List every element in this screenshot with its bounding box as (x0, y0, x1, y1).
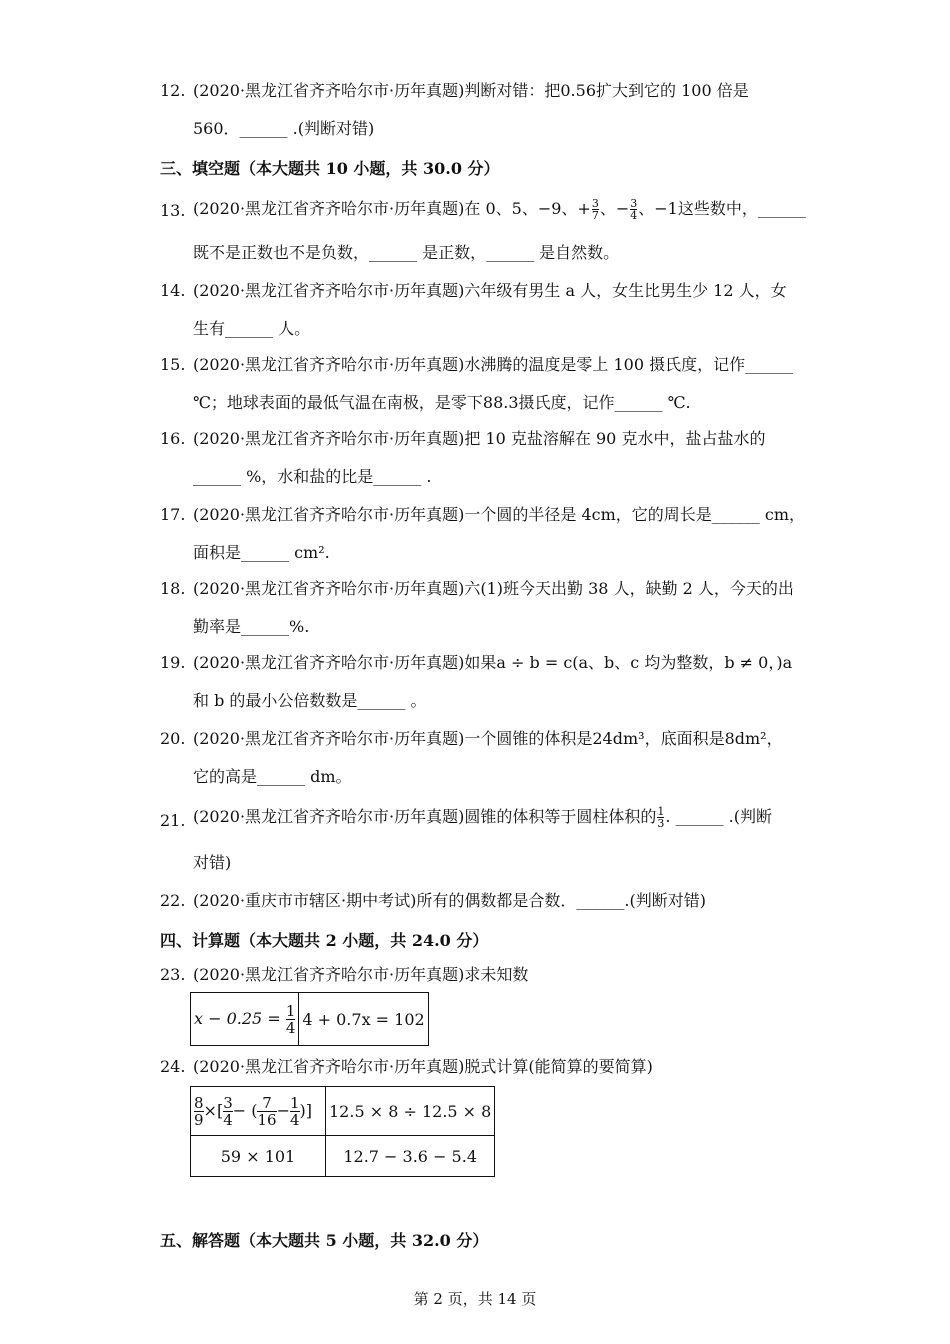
question-text: (2020·黑龙江省齐齐哈尔市·历年真题)判断对错：把0.56扩大到它的 100 倍是 (193, 81, 749, 100)
question-text: 它的高是______ dm。 (193, 767, 352, 786)
question-text: (2020·黑龙江省齐齐哈尔市·历年真题)一个圆的半径是 4cm，它的周长是______ cm， (193, 505, 805, 524)
equation-cell: 4 + 0.7x = 102 (299, 993, 428, 1046)
question-number: 14. (160, 281, 186, 300)
question-text: (2020·黑龙江省齐齐哈尔市·历年真题)求未知数 (193, 965, 529, 984)
question-number: 22. (160, 891, 186, 910)
question-number: 24. (160, 1057, 186, 1076)
question-text: (2020·黑龙江省齐齐哈尔市·历年真题)把 10 克盐溶解在 90 克水中，盐占盐水的 (193, 429, 766, 448)
question-text: (2020·黑龙江省齐齐哈尔市·历年真题)脱式计算(能简算的要简算) (193, 1057, 653, 1076)
section-heading: 三、填空题（本大题共 10 小题，共 30.0 分） (160, 159, 500, 178)
page-footer: 第 2 页，共 14 页 (413, 1290, 537, 1308)
section-heading: 五、解答题（本大题共 5 小题，共 32.0 分） (160, 1231, 489, 1250)
question-number: 21. (160, 811, 186, 830)
question-number: 13. (160, 201, 186, 220)
question-text: 对错) (193, 853, 232, 872)
calc-cell: 12.5 × 8 ÷ 12.5 × 8 (326, 1087, 495, 1136)
fraction: $\frac{1}{4}$ (289, 1093, 300, 1129)
question-text: (2020·黑龙江省齐齐哈尔市·历年真题)在 0、5、−9、+ $\frac{3}{7}$ 、− $\frac{3}{4}$ 、−1这些数中，______ (193, 197, 806, 222)
equation-cell: x − 0.25 = $\frac{1}{4}$ (191, 993, 299, 1046)
question-text: 面积是______ cm². (193, 543, 330, 562)
question-number: 19. (160, 653, 186, 672)
fraction: $\frac{3}{4}$ (630, 197, 638, 222)
question-number: 18. (160, 579, 186, 598)
section-heading: 四、计算题（本大题共 2 小题，共 24.0 分） (160, 931, 489, 950)
question-text: (2020·黑龙江省齐齐哈尔市·历年真题)如果a ÷ b = c(a、b、c 均为整数，b ≠ 0，)a (193, 653, 793, 672)
fraction: $\frac{3}{4}$ (223, 1093, 233, 1129)
question-text: ______ %，水和盐的比是______ . (193, 467, 432, 486)
calc-cell: 59 × 101 (191, 1136, 326, 1177)
question-number: 23. (160, 965, 186, 984)
question-text: (2020·黑龙江省齐齐哈尔市·历年真题)水沸腾的温度是零上 100 摄氏度，记作______ (193, 355, 794, 374)
question-text: (2020·黑龙江省齐齐哈尔市·历年真题)六年级有男生 a 人，女生比男生少 12 人，女 (193, 281, 787, 300)
fraction: $\frac{1}{3}$ (657, 805, 665, 830)
question-number: 15. (160, 355, 186, 374)
fraction: $\frac{7}{16}$ (257, 1093, 277, 1129)
calc-table (190, 1086, 495, 1177)
question-text: ℃；地球表面的最低气温在南极，是零下88.3摄氏度，记作______ ℃. (193, 393, 691, 412)
question-number: 17. (160, 505, 186, 524)
question-text: 既不是正数也不是负数，______ 是正数，______ 是自然数。 (193, 243, 620, 262)
question-text: (2020·黑龙江省齐齐哈尔市·历年真题)圆锥的体积等于圆柱体积的 $\frac{1}{3}$ . ______ .(判断 (193, 805, 772, 830)
question-text: 生有______ 人。 (193, 319, 311, 338)
calc-cell: 12.7 − 3.6 − 5.4 (326, 1136, 495, 1177)
fraction: $\frac{8}{9}$ (194, 1093, 204, 1129)
question-text: (2020·重庆市市辖区·期中考试)所有的偶数都是合数．______.(判断对错) (193, 891, 706, 910)
question-text: (2020·黑龙江省齐齐哈尔市·历年真题)六(1)班今天出勤 38 人，缺勤 2 人，今天的出 (193, 579, 794, 598)
question-text: 勤率是______%. (193, 617, 310, 636)
calc-cell: $\frac{8}{9}$ ×[ $\frac{3}{4}$ − ( $\frac{7}{16}$ − $\frac{1}{4}$ )] (191, 1087, 326, 1136)
question-number: 12. (160, 81, 186, 100)
fraction: $\frac{1}{4}$ (285, 1001, 296, 1037)
fraction: $\frac{3}{7}$ (591, 197, 599, 222)
question-text: (2020·黑龙江省齐齐哈尔市·历年真题)一个圆锥的体积是24dm³，底面积是8dm²， (193, 729, 783, 748)
question-number: 16. (160, 429, 186, 448)
equation-table (190, 992, 429, 1046)
question-number: 20. (160, 729, 186, 748)
question-text: 和 b 的最小公倍数数是______ 。 (193, 691, 427, 710)
question-text: 560．______ .(判断对错) (193, 119, 375, 138)
